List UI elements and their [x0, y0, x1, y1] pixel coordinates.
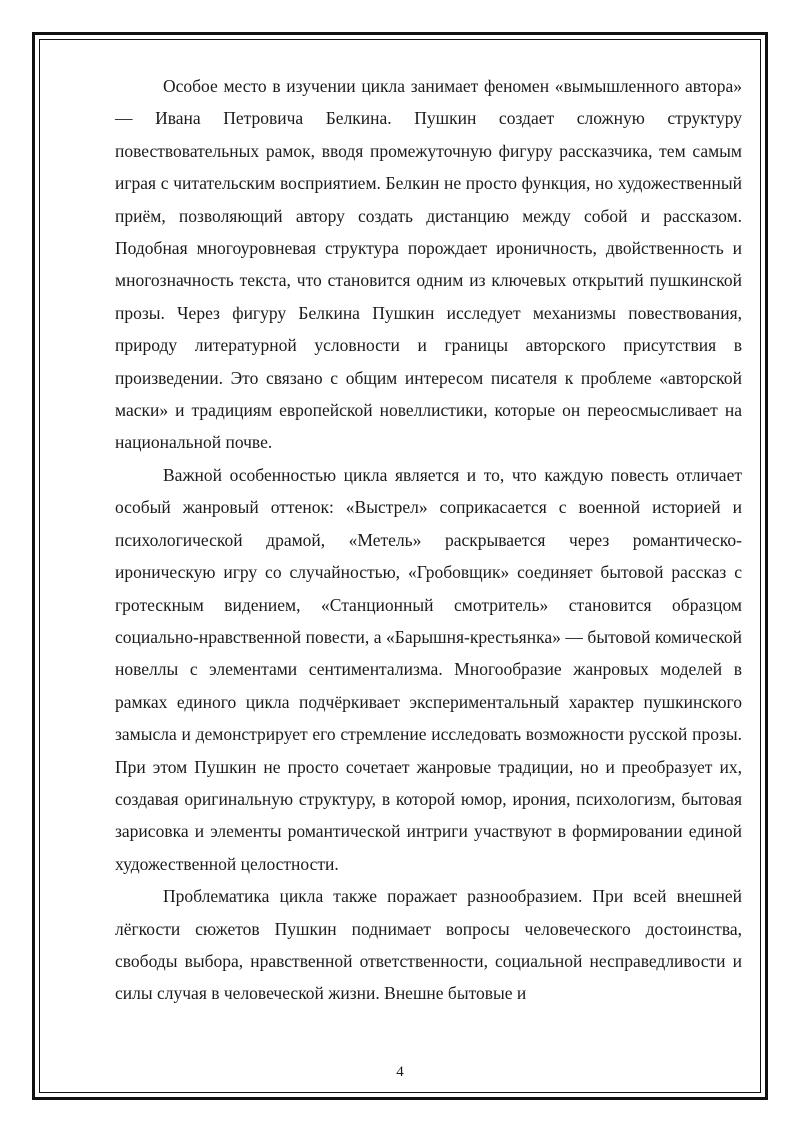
page-number: 4: [396, 1064, 404, 1080]
paragraph-belkin-author: Особое место в изучении цикла занимает феномен «вымышленного автора» — Ивана Петровича Белкина. Пушкин создает сложную структуру повествовательных рамок, вводя промежуточную фигуру рассказчика, тем самым играя с читательским восприятием. Белкин не просто функция, но художественный приём, позволяющий автору создать дистанцию между собой и рассказом. Подобная многоуровневая структура порождает ироничность, двойственность и многозначность текста, что становится одним из ключевых открытий пушкинской прозы. Через фигуру Белкина Пушкин исследует механизмы повествования, природу литературной условности и границы авторского присутствия в произведении. Это связано с общим интересом писателя к проблеме «авторской маски» и традициям европейской новеллистики, которые он переосмысливает на национальной почве.: [115, 76, 742, 453]
paragraph-problematics: Проблематика цикла также поражает разнообразием. При всей внешней лёгкости сюжетов Пушкин поднимает вопросы человеческого достоинства, свободы выбора, нравственной ответственности, социальной несправедливости и силы случая в человеческой жизни. Внешне бытовые и: [115, 886, 742, 1004]
document-body: [115, 70, 742, 1010]
paragraph-genre-variety: Важной особенностью цикла является и то, что каждую повесть отличает особый жанровый оттенок: «Выстрел» соприкасается с военной историей и психологической драмой, «Метель» раскрывается через романтическо-ироническую игру со случайностью, «Гробовщик» соединяет бытовой рассказ с гротескным видением, «Станционный смотритель» становится образцом социально-нравственной повести, а «Барышня-крестьянка» — бытовой комической новеллы с элементами сентиментализма. Многообразие жанровых моделей в рамках единого цикла подчёркивает экспериментальный характер пушкинского замысла и демонстрирует его стремление исследовать возможности русской прозы. При этом Пушкин не просто сочетает жанровые традиции, но и преобразует их, создавая оригинальную структуру, в которой юмор, ирония, психологизм, бытовая зарисовка и элементы романтической интриги участвуют в формировании единой художественной целостности.: [115, 464, 742, 874]
